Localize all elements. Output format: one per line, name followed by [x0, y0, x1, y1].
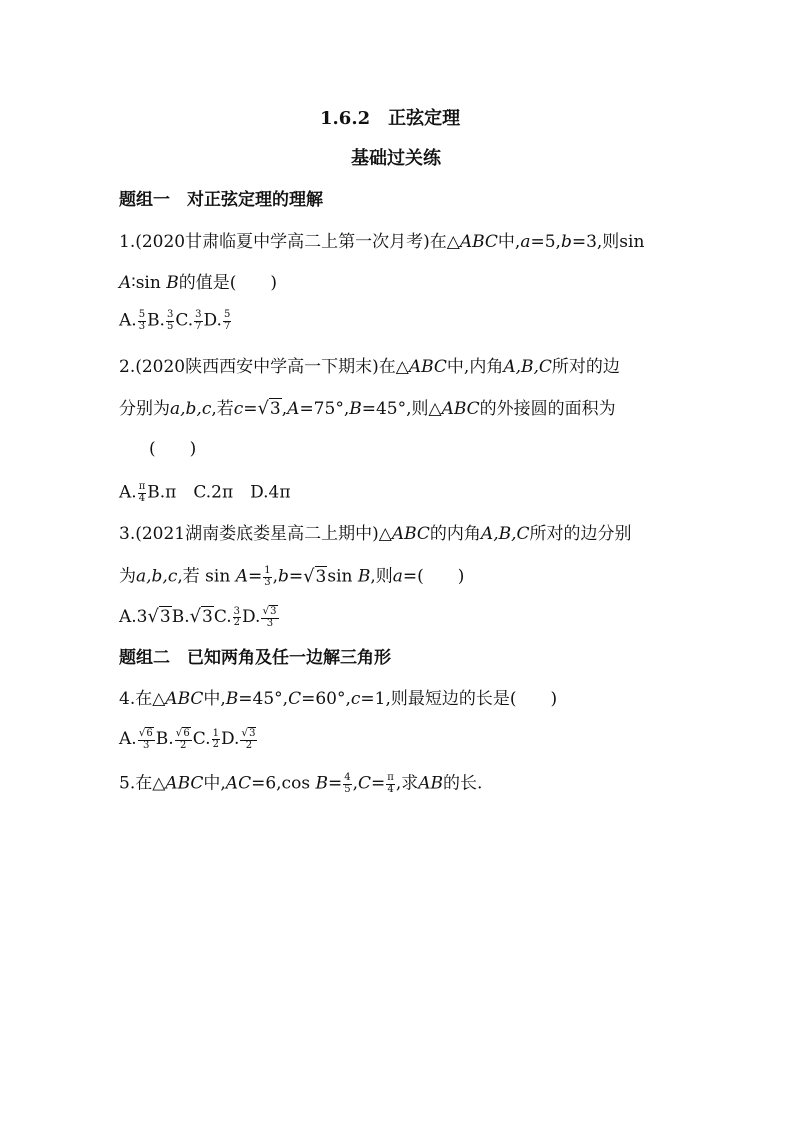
question-2-line2: 分别为a,b,c,若c=√3,A=75°,B=45°,则△ABC的外接圆的面积为 [119, 398, 616, 419]
question-1-line2: A∶sin B的值是( ) [119, 273, 277, 293]
fraction: $\frac{\pi}{4}$ [138, 481, 146, 504]
fraction: $\frac{\pi}{4}$ [387, 772, 394, 795]
fraction: $\frac{1}{2}$ [212, 727, 219, 750]
fraction: $\frac{√6}{2}$ [175, 727, 190, 751]
question-2-options: A. $\frac{\pi}{4}$ B.π C.2π D.4π [119, 481, 291, 504]
question-2-line1: 2.(2020陕西西安中学高一下期末)在△ABC中,内角A,B,C所对的边 [119, 357, 620, 377]
square-root: √3 [257, 398, 281, 419]
page-title: 1.6.2 正弦定理 [320, 108, 461, 129]
question-1-line1: 1.(2020甘肃临夏中学高二上第一次月考)在△ABC中,a=5,b=3,则sin [119, 232, 645, 252]
square-root: √3 [147, 606, 171, 627]
fraction: $\frac{3}{5}$ [166, 309, 174, 332]
fraction: $\frac{3}{7}$ [195, 309, 202, 332]
question-3-line2: 为a,b,c,若 sin A= $\frac{1}{3}$ ,b=√3sin B,则a=( ) [119, 565, 465, 588]
fraction: $\frac{5}{3}$ [138, 309, 146, 332]
question-3-options: A.3√3B.√3C. $\frac{3}{2}$ D. $\frac{√3}{3}$ [119, 605, 277, 629]
group2-heading: 题组二 已知两角及任一边解三角形 [119, 648, 391, 668]
page-subtitle: 基础过关练 [351, 148, 441, 169]
square-root: √3 [303, 565, 327, 587]
question-1-options: A. $\frac{5}{3}$ B. $\frac{3}{5}$ C. $\frac{3}{7}$ D. $\frac{5}{7}$ [119, 309, 231, 332]
question-2-answer-paren: ( ) [149, 439, 197, 459]
group1-heading: 题组一 对正弦定理的理解 [119, 190, 323, 210]
fraction: $\frac{√3}{2}$ [241, 727, 256, 751]
fraction: $\frac{√6}{3}$ [138, 727, 153, 751]
fraction: $\frac{√3}{3}$ [262, 605, 277, 629]
fraction: $\frac{1}{3}$ [264, 565, 271, 588]
fraction: $\frac{4}{5}$ [344, 772, 351, 795]
question-5-line1: 5.在△ABC中,AC=6,cos B= $\frac{4}{5}$ ,C= $\frac{\pi}{4}$ ,求AB的长. [119, 772, 483, 795]
square-root: √3 [189, 606, 213, 627]
question-4-options: A. $\frac{√6}{3}$ B. $\frac{√6}{2}$ C. $\frac{1}{2}$ D. $\frac{√3}{2}$ [119, 727, 256, 751]
fraction: $\frac{5}{7}$ [223, 309, 231, 332]
fraction: $\frac{3}{2}$ [233, 605, 240, 628]
question-4-line1: 4.在△ABC中,B=45°,C=60°,c=1,则最短边的长是( ) [119, 689, 558, 709]
question-3-line1: 3.(2021湖南娄底娄星高二上期中)△ABC的内角A,B,C所对的边分别 [119, 524, 632, 544]
